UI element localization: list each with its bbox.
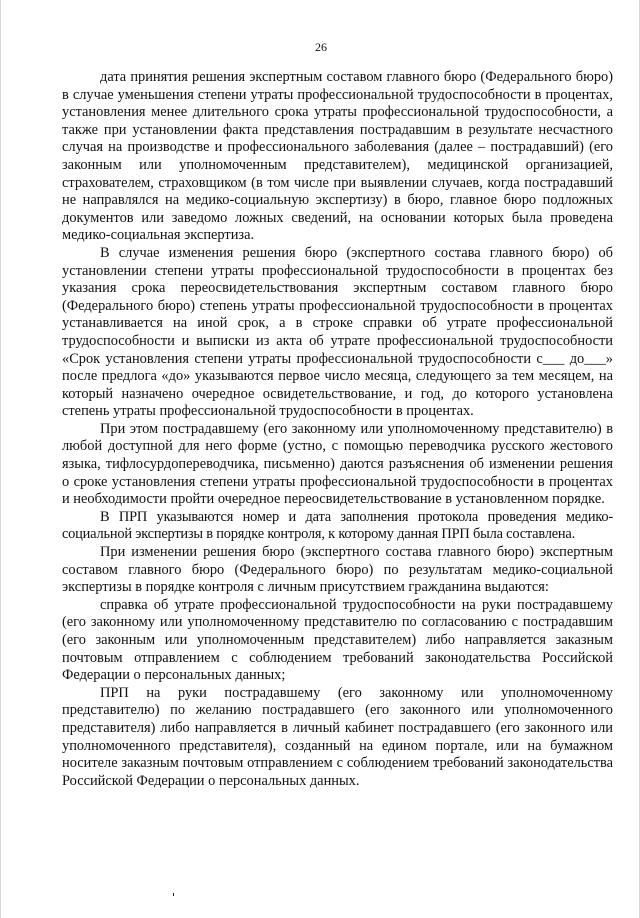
scan-mark [173, 893, 174, 896]
page-number: 26 [315, 40, 327, 54]
paragraph-certificate-issue: справка об утрате профессиональной трудоспособности на руки пострадавшему (его законному или уполномоченному представителю по согласованию с пострадавшим (его законным или уполномоченным представителем) либо направляется заказным почтовым отправлением с соблюдением требований законодательства Российской Федерации о персональных данных; [62, 596, 613, 684]
paragraph-prp-protocol: В ПРП указываются номер и дата заполнения протокола проведения медико-социальной экспертизы в порядке контроля, к которому данная ПРП была составлена. [62, 508, 613, 543]
paragraph-issued-documents: При изменении решения бюро (экспертного состава главного бюро) экспертным составом главного бюро (Федерального бюро) по результатам медико-социальной экспертизы в порядке контроля с личным присутствием гражданина выдаются: [62, 544, 613, 596]
paragraph-explanations: При этом пострадавшему (его законному или уполномоченному представителю) в любой доступной для него форме (устно, с помощью переводчика русского жестового языка, тифлосурдопереводчика, письменно) даются разъяснения об изменении решения о сроке установления степени утраты профессиональной трудоспособности в процентах и необходимости пройти очередное переосвидетельствование в установленном порядке. [62, 420, 613, 508]
paragraph-decision-change: В случае изменения решения бюро (экспертного состава главного бюро) об установлении степени утраты профессиональной трудоспособности в процентах без указания срока переосвидетельствования экспертным составом главного бюро (Федерального бюро) степень утраты профессиональной трудоспособности в процентах устанавливается на иной срок, а в строке справки об утрате профессиональной трудоспособности и выписки из акта об утрате профессиональной трудоспособности «Срок установления степени утраты профессиональной трудоспособности с___ до___» после предлога «до» указываются первое число месяца, следующего за тем месяцем, на который назначено очередное освидетельствование, и год, до которого установлена степень утраты профессиональной трудоспособности в процентах. [62, 244, 613, 420]
paragraph-prp-issue: ПРП на руки пострадавшему (его законному или уполномоченному представителю) по желанию пострадавшего (его законного или уполномоченного представителя) либо направляется в личный кабинет пострадавшего (его законного или уполномоченного представителя), созданный на едином портале, или на бумажном носителе заказным почтовым отправлением с соблюдением требований законодательства Российской Федерации о персональных данных. [62, 684, 613, 789]
document-body [62, 69, 613, 790]
paragraph-decision-date: дата принятия решения экспертным составом главного бюро (Федерального бюро) в случае уменьшения степени утраты профессиональной трудоспособности в процентах, установления менее длительного срока утраты профессиональной трудоспособности, а также при установлении факта представления пострадавшим в результате несчастного случая на производстве и профессионального заболевания (далее – пострадавший) (его законным или уполномоченным представителем), медицинской организацией, страхователем, страховщиком (в том числе при выявлении случаев, когда пострадавший не направлялся на медико-социальную экспертизу) в бюро, главное бюро подложных документов или заведомо ложных сведений, на основании которых была проведена медико-социальная экспертиза. [62, 69, 613, 244]
